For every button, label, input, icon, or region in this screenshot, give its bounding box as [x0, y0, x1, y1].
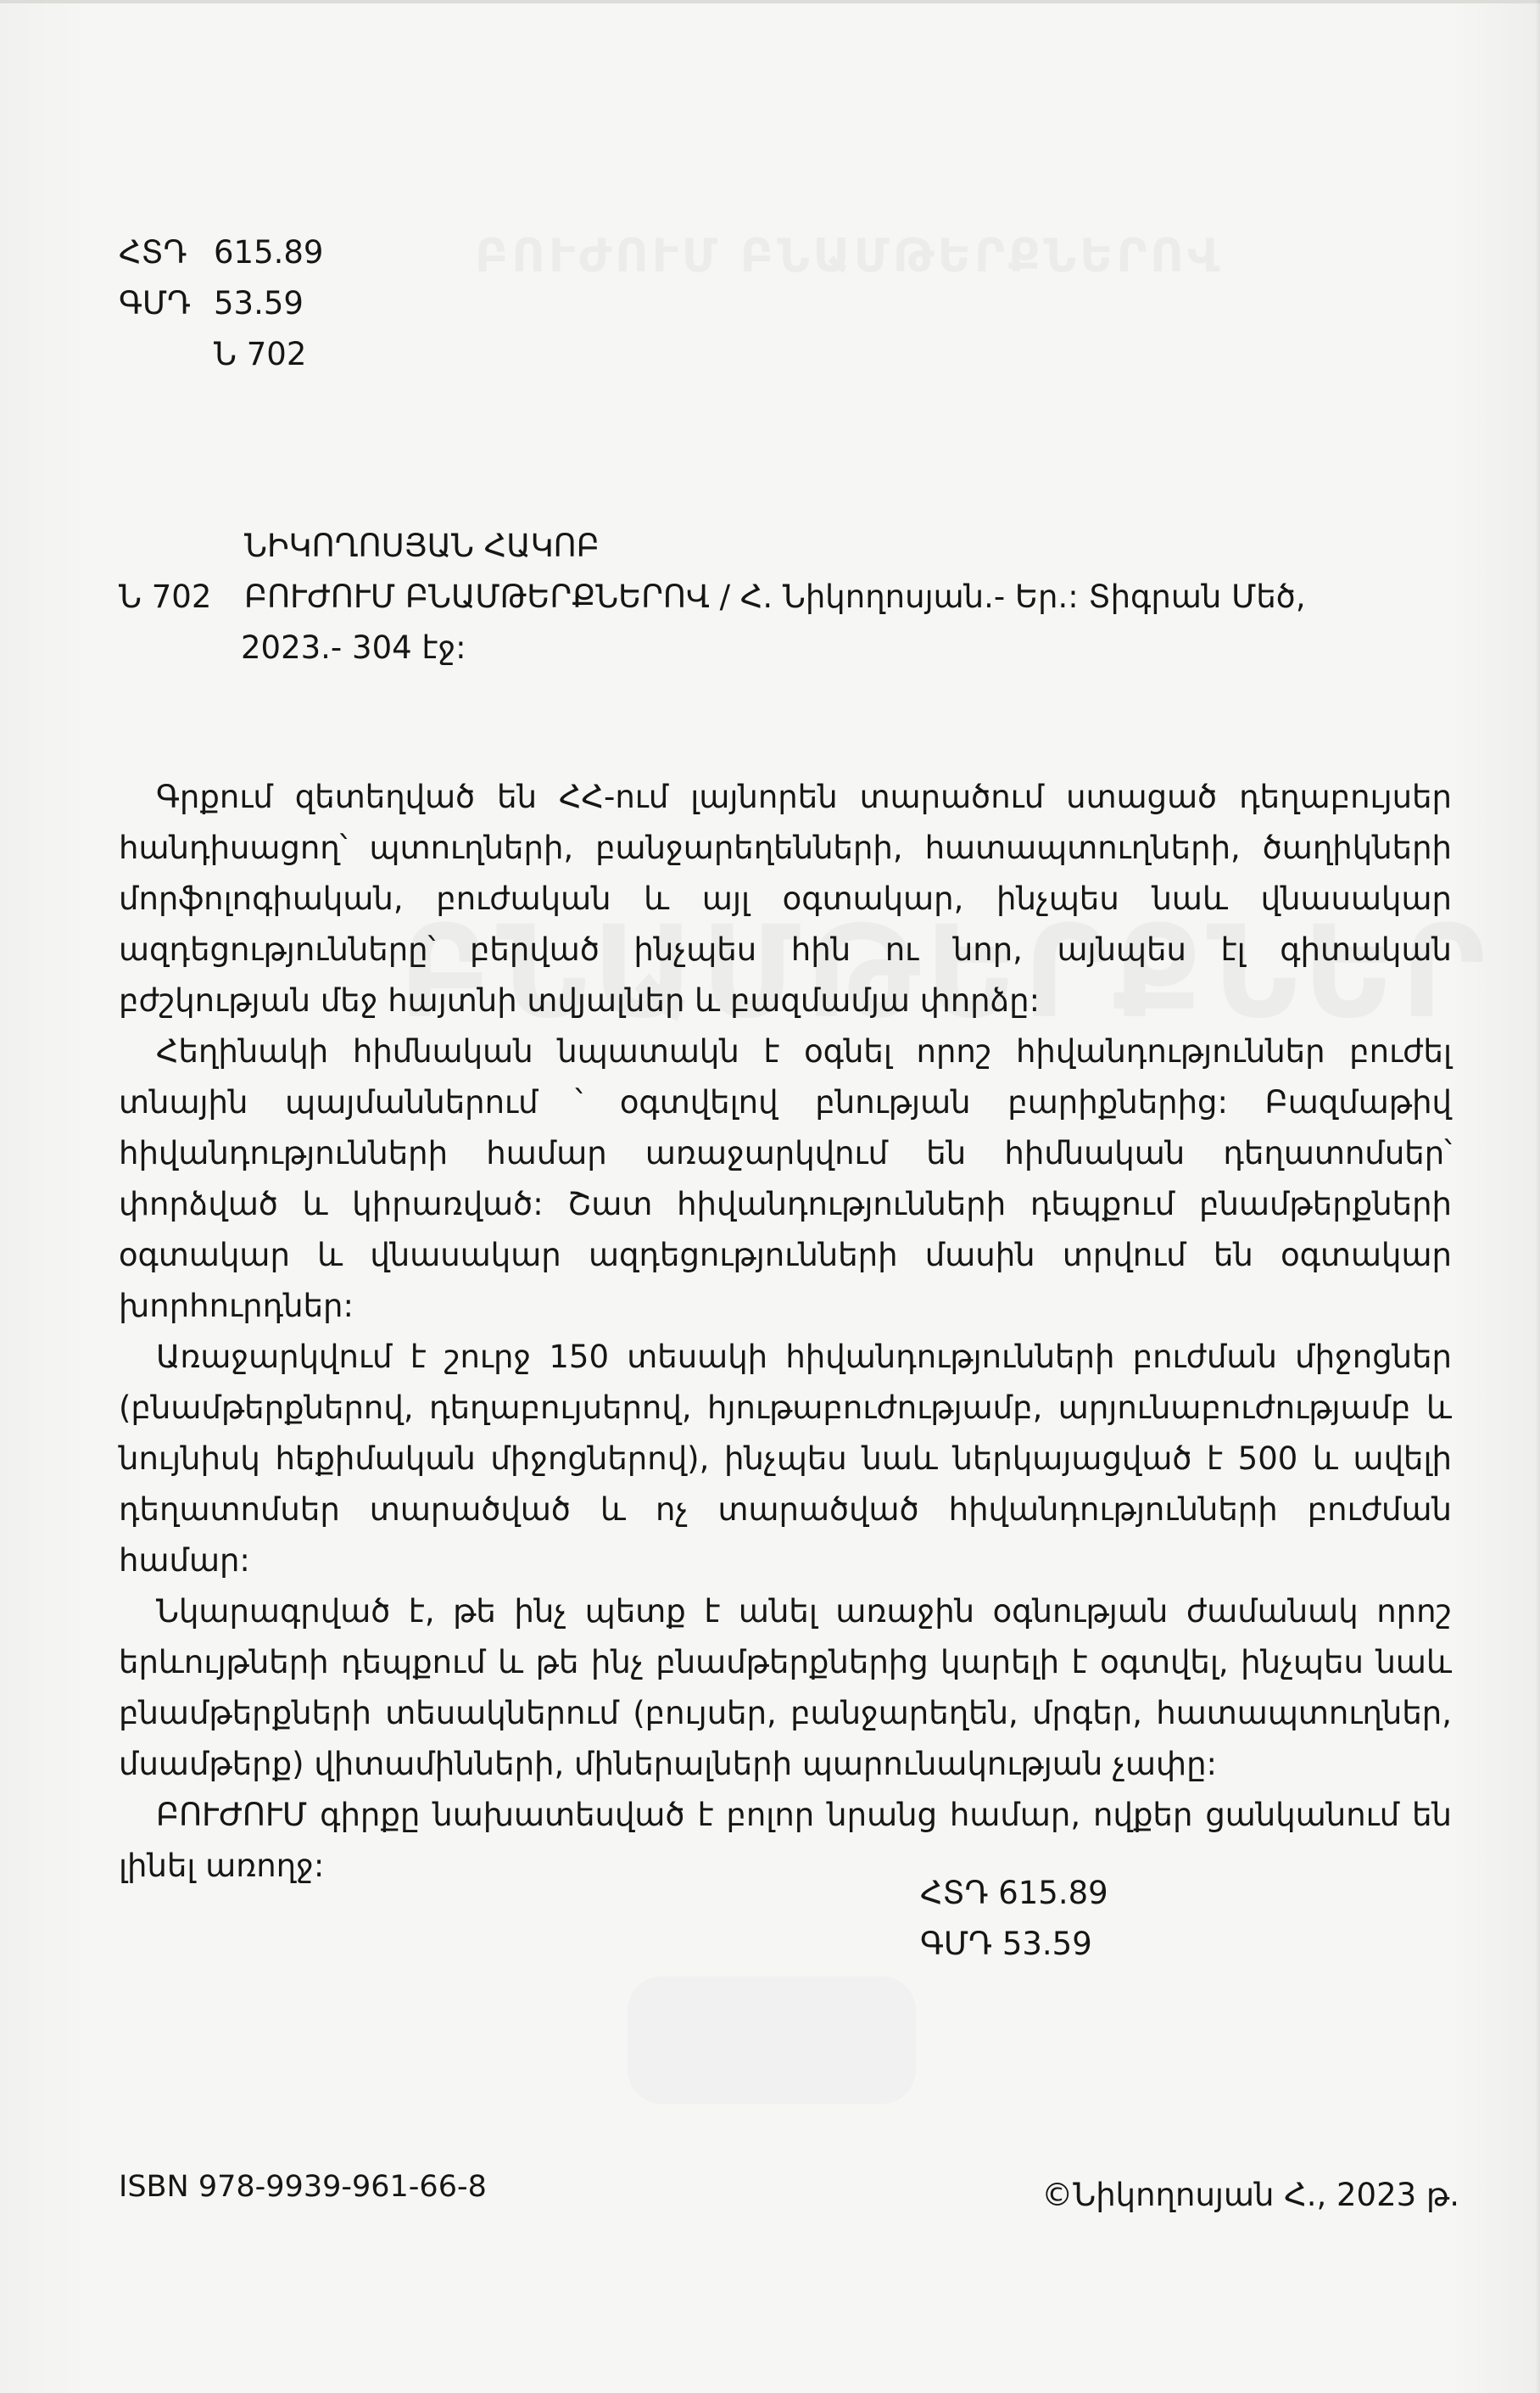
abstract-paragraph: ԲՈՒԺՈՒՄ գիրքը նախատեսված է բոլոր նրանց համար, ովքեր ցանկանում են լինել առողջ: [119, 1797, 1452, 1884]
footer-lbc-value: 53.59 [1002, 1926, 1092, 1962]
footer-lbc-row [920, 1919, 1108, 1970]
footer-udc-label: ՀՏԴ [920, 1875, 989, 1911]
catalog-title: ԲՈՒԺՈՒՄ ԲՆԱՄԹԵՐՔՆԵՐՈՎ / Հ. Նիկողոսյան.- Եր.: Տիգրան Մեծ, [244, 579, 1306, 615]
footer-classification-codes [920, 1868, 1108, 1970]
book-abstract [119, 772, 1452, 1892]
lbc-label: ԳՄԴ [119, 285, 192, 321]
footer-udc-value: 615.89 [998, 1875, 1108, 1911]
udc-value: 615.89 [214, 234, 324, 271]
catalog-code: Ն 702 [119, 579, 212, 615]
page-right-edge [1535, 0, 1540, 2393]
abstract-paragraph: Գրքում զետեղված են ՀՀ-ում լայնորեն տարածում ստացած դեղաբույսեր հանդիսացող՝ պտուղների, բանջարեղենների, հատապտուղների, ծաղիկների մորֆոլոգիական, բուժական և այլ օգտակար, ինչպես նաև վնասակար ազդեցությունները՝ բերված ինչպես հին ու նոր, այնպես էլ գիտական բժշկության մեջ հայտնի տվյալներ և բազմամյա փորձը: [119, 779, 1452, 1019]
abstract-paragraph: Հեղինակի հիմնական նպատակն է օգնել որոշ հիվանդություններ բուժել տնային պայմաններում ՝ օգտվելով բնության բարիքներից: Բազմաթիվ հիվանդությունների համար առաջարկվում են հիմնական դեղատոմսեր՝ փորձված և կիրառված: Շատ հիվանդությունների դեպքում բնամթերքների օգտակար և վնասակար ազդեցությունների մասին տրվում են օգտակար խորհուրդներ: [119, 1033, 1452, 1324]
footer-lbc-label: ԳՄԴ [920, 1926, 993, 1962]
footer-udc-row [920, 1868, 1108, 1919]
lbc-value: 53.59 [214, 285, 304, 321]
page-top-edge [0, 0, 1540, 3]
catalog-publication: 2023.- 304 էջ: [241, 629, 466, 666]
abstract-paragraph: Առաջարկվում է շուրջ 150 տեսակի հիվանդությունների բուժման միջոցներ (բնամթերքներով, դեղաբույսերով, հյութաբուժությամբ, արյունաբուժությամբ և նույնիսկ հեքիմական միջոցներով), ինչպես նաև ներկայացված է 500 և ավելի դեղատոմսեր տարածված և ոչ տարածված հիվանդությունների բուժման համար: [119, 1339, 1452, 1579]
bleed-through-logo [628, 1976, 916, 2104]
catalog-author: ՆԻԿՈՂՈՍՅԱՆ ՀԱԿՈԲ [244, 528, 600, 564]
copyright: ©Նիկողոսյան Հ., 2023 թ. [1041, 2177, 1459, 2213]
isbn: ISBN 978-9939-961-66-8 [119, 2170, 487, 2204]
udc-label: ՀՏԴ [119, 234, 187, 271]
abstract-paragraph: Նկարագրված է, թե ինչ պետք է անել առաջին օգնության ժամանակ որոշ երևույթների դեպքում և թե ինչ բնամթերքներից կարելի է օգտվել, ինչպես նաև բնամթերքների տեսակներում (բույսեր, բանջարեղեն, մրգեր, հատապտուղներ, մսամթերք) վիտամինների, միներալների պարունակության չափը: [119, 1593, 1452, 1782]
bleed-through-text [475, 229, 1224, 282]
author-mark-value: Ն 702 [214, 336, 307, 372]
